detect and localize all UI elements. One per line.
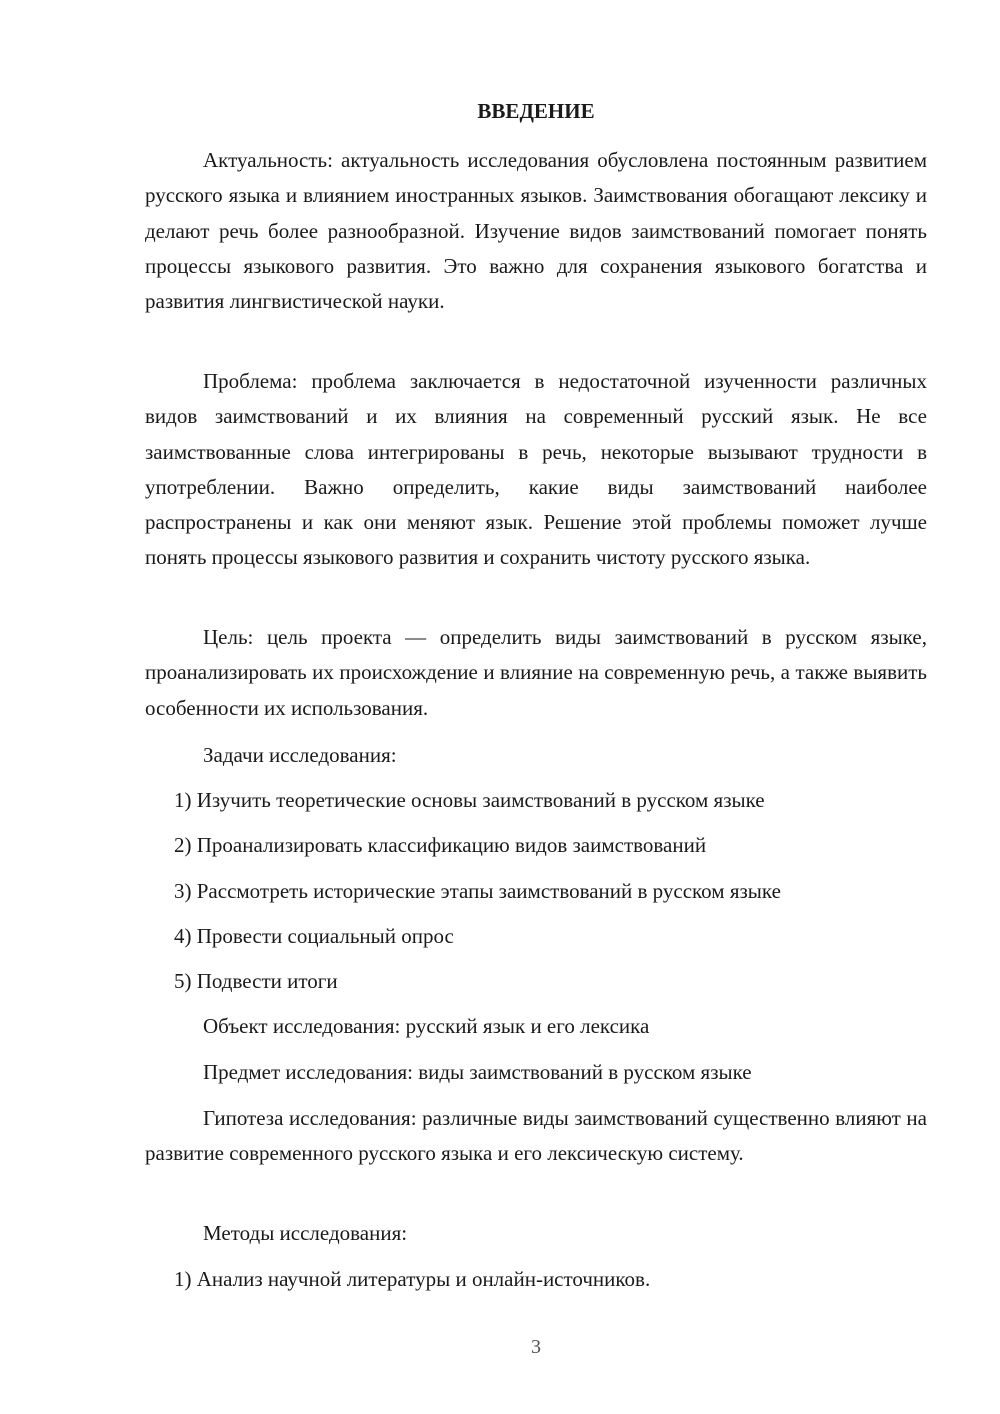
problem-paragraph: Проблема: проблема заключается в недостаточной изученности различных видов заимствований и их влияния на современный русский язык. Не все заимствованные слова интегрированы в речь, некоторые вызывают трудности в употреблении. Важно определить, какие виды заимствований наиболее распространены и как они меняют язык. Решение этой проблемы поможет лучше понять процессы языкового развития и сохранить чистоту русского языка.	[145, 369, 927, 570]
task-item: 1) Изучить теоретические основы заимствований в русском языке	[174, 788, 765, 812]
page-number: 3	[531, 1336, 541, 1358]
subject-line: Предмет исследования: виды заимствований в русском языке	[203, 1060, 752, 1084]
methods-heading: Методы исследования:	[203, 1221, 408, 1245]
page-title: ВВЕДЕНИЕ	[477, 99, 595, 123]
object-line: Объект исследования: русский язык и его лексика	[203, 1014, 650, 1038]
goal-paragraph: Цель: цель проекта — определить виды заимствований в русском языке, проанализировать их происхождение и влияние на современную речь, а также выявить особенности их использования.	[145, 625, 927, 720]
relevance-paragraph: Актуальность: актуальность исследования обусловлена постоянным развитием русского языка и влиянием иностранных языков. Заимствования обогащают лексику и делают речь более разнообразной. Изучение видов заимствований помогает понять процессы языкового развития. Это важно для сохранения языкового богатства и развития лингвистической науки.	[145, 148, 927, 314]
method-item: 1) Анализ научной литературы и онлайн-источников.	[174, 1267, 651, 1291]
hypothesis-paragraph: Гипотеза исследования: различные виды заимствований существенно влияют на развитие современного русского языка и его лексическую систему.	[145, 1106, 927, 1166]
task-item: 4) Провести социальный опрос	[174, 924, 454, 948]
tasks-heading: Задачи исследования:	[203, 743, 397, 767]
task-item: 5) Подвести итоги	[174, 969, 338, 993]
task-item: 2) Проанализировать классификацию видов заимствований	[174, 833, 707, 857]
task-item: 3) Рассмотреть исторические этапы заимствований в русском языке	[174, 879, 781, 903]
